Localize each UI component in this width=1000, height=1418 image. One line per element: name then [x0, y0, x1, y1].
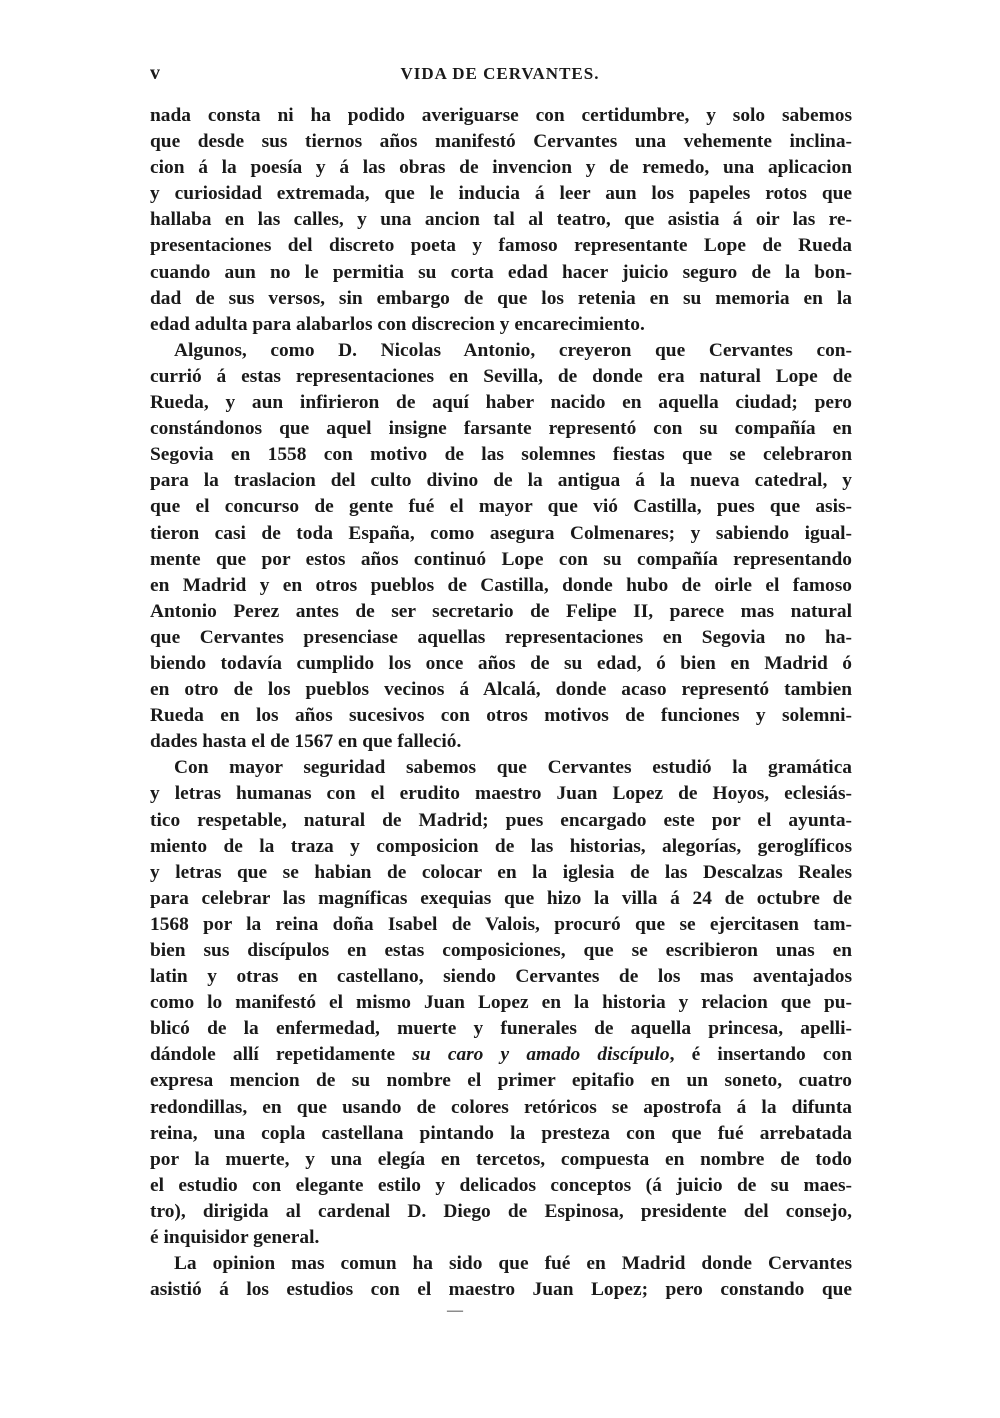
text-line: La opinion mas comun ha sido que fué en Madrid donde Cervantes: [174, 1253, 852, 1275]
signature-mark: —: [447, 1302, 463, 1319]
text-line: en Madrid y en otros pueblos de Castilla, donde hubo de oirle el famoso: [150, 574, 852, 596]
text-line: cion á la poesía y á las obras de invencion y de remedo, una aplicacion: [150, 157, 852, 179]
text-line: para la traslacion del culto divino de la antigua á la nueva catedral, y: [150, 470, 852, 492]
text-line-with-italic: [150, 1042, 852, 1068]
text-line: en otro de los pueblos vecinos á Alcalá, donde acaso representó tambien: [150, 679, 852, 701]
text-line: Rueda, y aun infirieron de aquí haber nacido en aquella ciudad; pero: [150, 392, 852, 414]
text-line: para celebrar las magníficas exequias que hizo la villa á 24 de octubre de: [150, 887, 852, 909]
text-line: y letras humanas con el erudito maestro Juan Lopez de Hoyos, eclesiás-: [150, 783, 852, 805]
text-line: currió á estas representaciones en Sevilla, de donde era natural Lope de: [150, 365, 852, 387]
text-line: tieron casi de toda España, como asegura Colmenares; y sabiendo igual-: [150, 522, 852, 544]
text-line: presentaciones del discreto poeta y famoso representante Lope de Rueda: [150, 235, 852, 257]
text-line: expresa mencion de su nombre el primer epitafio en un soneto, cuatro: [150, 1070, 852, 1092]
text-line: Antonio Perez antes de ser secretario de Felipe II, parece mas natural: [150, 600, 852, 622]
text-line: y curiosidad extremada, que le inducia á leer aun los papeles rotos que: [150, 183, 852, 205]
italic-quote: su caro y amado discípulo: [412, 1044, 670, 1066]
page-header: [150, 62, 850, 90]
text-line: latin y otras en castellano, siendo Cervantes de los mas aventajados: [150, 966, 852, 988]
text-line: que el concurso de gente fué el mayor que vió Castilla, pues que asis-: [150, 496, 852, 518]
text-line: constándonos que aquel insigne farsante representó con su compañía en: [150, 418, 852, 440]
text-segment: , é insertando con: [669, 1044, 852, 1066]
text-line: y letras que se habian de colocar en la iglesia de las Descalzas Reales: [150, 861, 852, 883]
text-line: 1568 por la reina doña Isabel de Valois, procuró que se ejercitasen tam-: [150, 913, 852, 935]
paragraph-3: [150, 755, 852, 1251]
text-line: Rueda en los años sucesivos con otros motivos de funciones y solemni-: [150, 705, 852, 727]
text-line: biendo todavía cumplido los once años de su edad, ó bien en Madrid ó: [150, 652, 852, 674]
text-line: tro), dirigida al cardenal D. Diego de Espinosa, presidente del consejo,: [150, 1200, 852, 1222]
text-line: Algunos, como D. Nicolas Antonio, creyeron que Cervantes con-: [174, 339, 852, 361]
text-line: é inquisidor general.: [150, 1227, 320, 1249]
text-line: cuando aun no le permitia su corta edad hacer juicio seguro de la bon-: [150, 261, 852, 283]
text-line: bien sus discípulos en estas composiciones, que se escribieron unas en: [150, 940, 852, 961]
text-line: que desde sus tiernos años manifestó Cervantes una vehemente inclina-: [150, 131, 852, 153]
text-line: nada consta ni ha podido averiguarse con certidumbre, y solo sabemos: [150, 105, 852, 126]
paragraph-1: [150, 103, 852, 338]
paragraph-4: [150, 1251, 852, 1303]
text-line: que Cervantes presenciase aquellas representaciones en Segovia no ha-: [150, 626, 852, 648]
paragraph-2: [150, 338, 852, 756]
text-line: Segovia en 1558 con motivo de las solemnes fiestas que se celebraron: [150, 444, 852, 466]
text-line: el estudio con elegante estilo y delicados conceptos (á juicio de su maes-: [150, 1174, 852, 1196]
text-line: reina, una copla castellana pintando la presteza con que fué arrebatada: [150, 1122, 852, 1144]
text-line: dades hasta el de 1567 en que falleció.: [150, 731, 462, 753]
body-text: [150, 103, 852, 1303]
text-line: dad de sus versos, sin embargo de que los retenia en su memoria en la: [150, 287, 852, 309]
text-line: por la muerte, y una elegía en tercetos, compuesta en nombre de todo: [150, 1148, 852, 1170]
page-number: v: [150, 62, 161, 84]
text-line: edad adulta para alabarlos con discrecion y encarecimiento.: [150, 313, 645, 335]
text-line: asistió á los estudios con el maestro Juan Lopez; pero constando que: [150, 1279, 852, 1301]
text-line: hallaba en las calles, y una ancion tal al teatro, que asistia á oir las re-: [150, 209, 852, 231]
text-line: redondillas, en que usando de colores retóricos se apostrofa á la difunta: [150, 1096, 852, 1118]
text-line: mente que por estos años continuó Lope con su compañía representando: [150, 548, 852, 570]
text-line: Con mayor seguridad sabemos que Cervantes estudió la gramática: [174, 757, 852, 779]
text-line: como lo manifestó el mismo Juan Lopez en la historia y relacion que pu-: [150, 992, 852, 1014]
text-segment: dándole allí repetidamente: [150, 1044, 413, 1066]
text-line: blicó de la enfermedad, muerte y funerales de aquella princesa, apelli-: [150, 1018, 852, 1040]
text-line: tico respetable, natural de Madrid; pues encargado este por el ayunta-: [150, 809, 852, 831]
text-line: miento de la traza y composicion de las historias, alegorías, geroglíficos: [150, 835, 852, 857]
running-title: VIDA DE CERVANTES.: [400, 64, 600, 83]
